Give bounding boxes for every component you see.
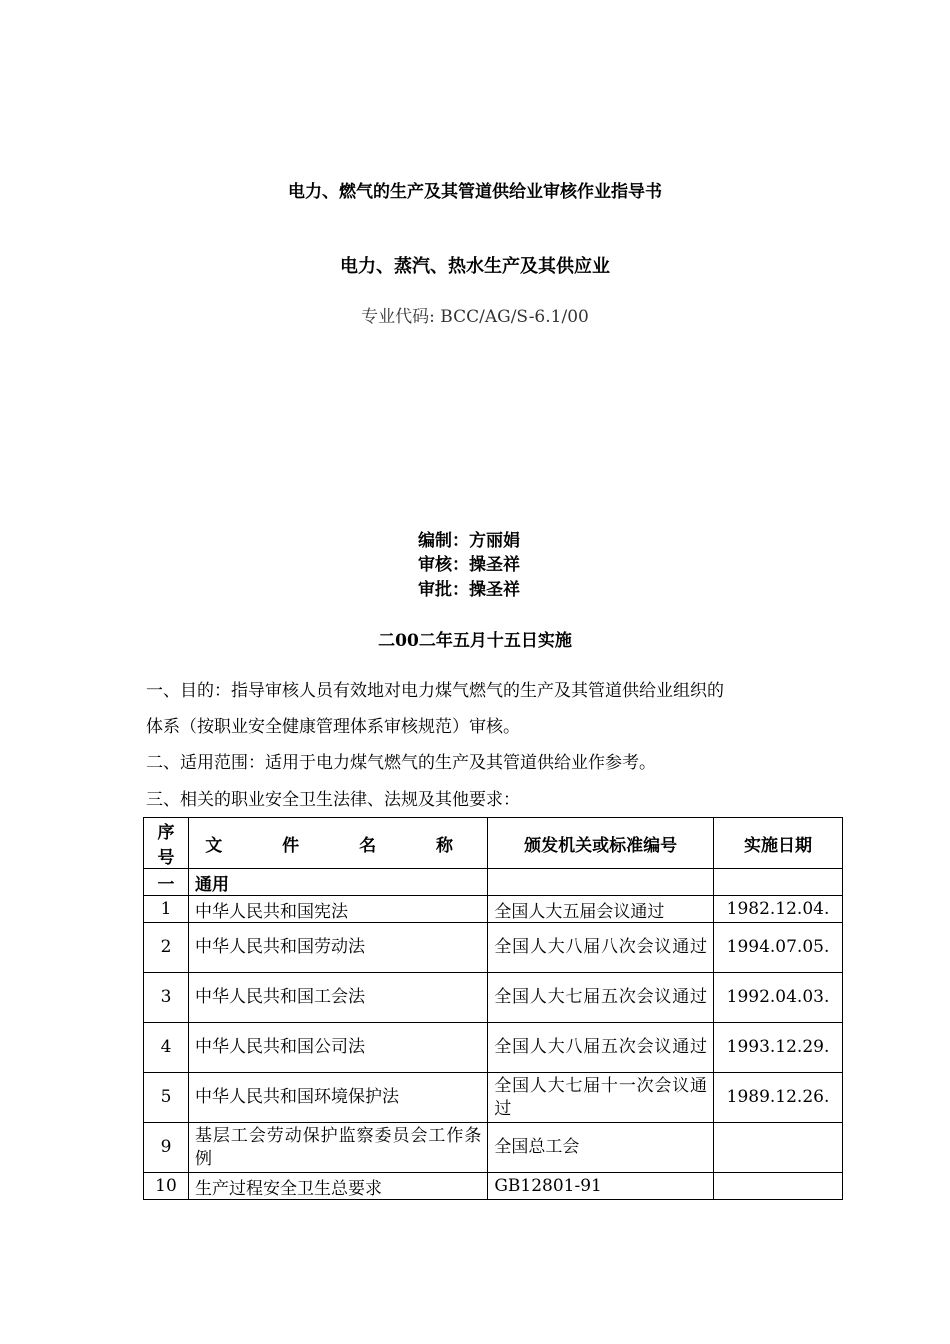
row-issuer: 全国总工会 (488, 1123, 714, 1173)
row-date (714, 1173, 843, 1200)
section-date-cell (714, 869, 843, 896)
table-row (144, 1023, 843, 1073)
table-row (144, 1073, 843, 1123)
row-number: 9 (144, 1123, 189, 1173)
row-issuer: 全国人大七届十一次会议通过 (488, 1073, 714, 1123)
row-date: 1992.04.03. (714, 973, 843, 1023)
approver-line: 审批：操圣祥 (418, 580, 520, 600)
section-issuer-cell (488, 869, 714, 896)
row-number: 2 (144, 923, 189, 973)
row-issuer: 全国人大五届会议通过 (488, 896, 714, 923)
header-effective-date: 实施日期 (714, 818, 843, 869)
row-date: 1989.12.26. (714, 1073, 843, 1123)
regulations-table (143, 817, 843, 1200)
row-issuer: 全国人大八届五次会议通过 (488, 1023, 714, 1073)
row-issuer: GB12801-91 (488, 1173, 714, 1200)
section-name: 通用 (188, 869, 487, 896)
document-subtitle: 电力、蒸汽、热水生产及其供应业 (340, 256, 610, 277)
row-date: 1993.12.29. (714, 1023, 843, 1073)
row-document-name: 中华人民共和国公司法 (188, 1023, 487, 1073)
row-document-name: 中华人民共和国劳动法 (188, 923, 487, 973)
row-document-name: 中华人民共和国宪法 (188, 896, 487, 923)
table-row (144, 896, 843, 923)
document-title: 电力、燃气的生产及其管道供给业审核作业指导书 (288, 182, 662, 202)
reviewer-line: 审核：操圣祥 (418, 555, 520, 575)
table-row (144, 973, 843, 1023)
table-header-row (144, 818, 843, 869)
row-number: 10 (144, 1173, 189, 1200)
row-date: 1982.12.04. (714, 896, 843, 923)
compiler-line: 编制：方丽娟 (418, 531, 520, 551)
row-number: 4 (144, 1023, 189, 1073)
row-document-name: 生产过程安全卫生总要求 (188, 1173, 487, 1200)
row-number: 5 (144, 1073, 189, 1123)
row-document-name: 中华人民共和国工会法 (188, 973, 487, 1023)
row-issuer: 全国人大七届五次会议通过 (488, 973, 714, 1023)
row-number: 3 (144, 973, 189, 1023)
table-row (144, 1123, 843, 1173)
header-number: 序号 (144, 818, 189, 869)
table-row (144, 1173, 843, 1200)
section-row (144, 869, 843, 896)
row-date (714, 1123, 843, 1173)
scope-paragraph: 二、适用范围：适用于电力煤气燃气的生产及其管道供给业作参考。 (146, 753, 656, 773)
effective-date: 二00二年五月十五日实施 (378, 631, 572, 651)
table-row (144, 923, 843, 973)
requirements-heading: 三、相关的职业安全卫生法律、法规及其他要求： (146, 790, 520, 810)
header-document-name: 文 件 名 称 (188, 818, 487, 869)
specialty-code: 专业代码: BCC/AG/S-6.1/00 (361, 307, 589, 327)
section-number: 一 (144, 869, 189, 896)
row-issuer: 全国人大八届八次会议通过 (488, 923, 714, 973)
purpose-line-1: 一、目的：指导审核人员有效地对电力煤气燃气的生产及其管道供给业组织的 (146, 681, 724, 701)
purpose-line-2: 体系（按职业安全健康管理体系审核规范）审核。 (146, 717, 520, 737)
header-issuer: 颁发机关或标准编号 (488, 818, 714, 869)
row-date: 1994.07.05. (714, 923, 843, 973)
row-document-name: 中华人民共和国环境保护法 (188, 1073, 487, 1123)
row-number: 1 (144, 896, 189, 923)
row-document-name: 基层工会劳动保护监察委员会工作条例 (188, 1123, 487, 1173)
